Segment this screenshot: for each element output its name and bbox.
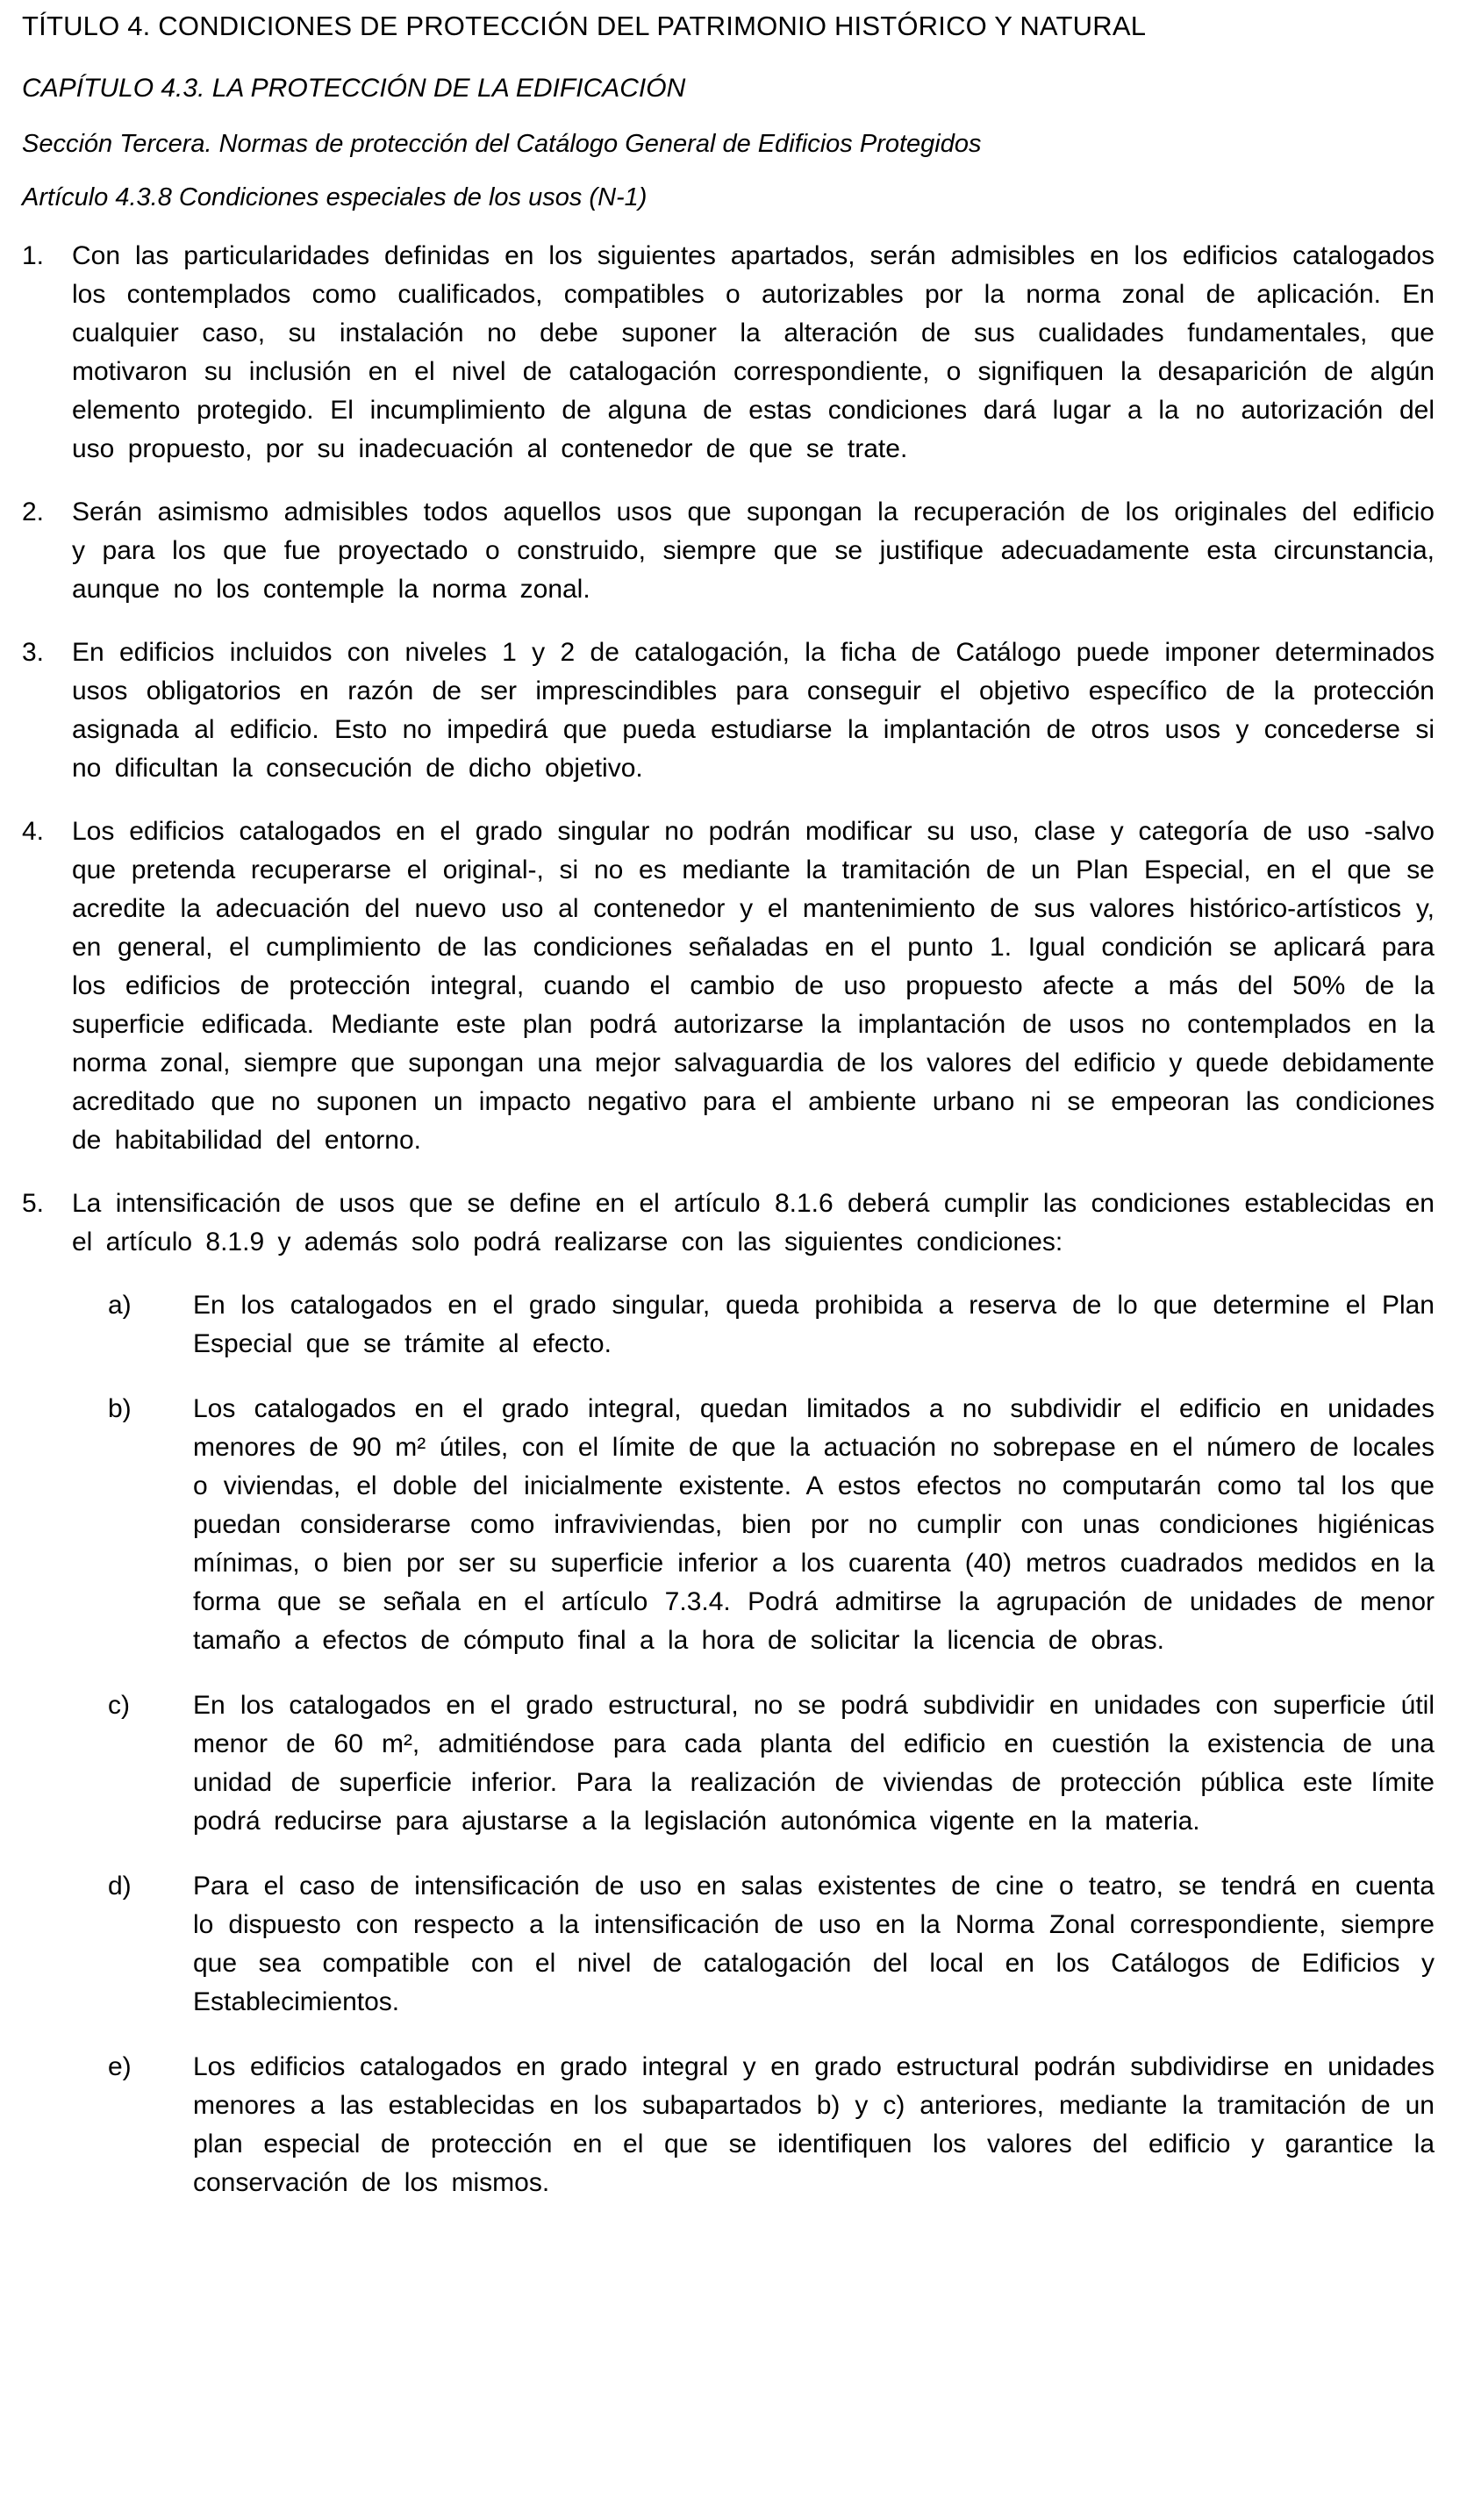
numbered-item — [22, 634, 1435, 788]
lettered-subitem — [22, 2048, 1435, 2202]
item-text: Serán asimismo admisibles todos aquellos usos que supongan la recuperación de los originales del edificio y para los que fue proyectado o construido, siempre que se justifique adecuadamente esta circunstancia, aunque no los contemple la norma zonal. — [72, 498, 1435, 604]
subitem-text: En los catalogados en el grado singular, queda prohibida a reserva de lo que determine el Plan Especial que se trámite al efecto. — [193, 1291, 1435, 1358]
lettered-subitem — [22, 1686, 1435, 1841]
lettered-subitem — [22, 1867, 1435, 2022]
subitem-letter: c) — [108, 1691, 130, 1720]
subitem-text: En los catalogados en el grado estructural, no se podrá subdividir en unidades con superficie útil menor de 60 m², admitiéndose para cada planta del edificio en cuestión la existencia de una unidad de superficie inferior. Para la realización de viviendas de protección pública este límite podrá reducirse para ajustarse a la legislación autonómica vigente en la materia. — [193, 1691, 1435, 1836]
subitem-text: Los catalogados en el grado integral, quedan limitados a no subdividir el edificio en unidades menores de 90 m² útiles, con el límite de que la actuación no sobrepase en el número de locales o viviendas, el doble del inicialmente existente. A estos efectos no computarán como tal los que puedan considerarse como infraviviendas, bien por no cumplir con unas condiciones higiénicas mínimas, o bien por ser su superficie inferior a los cuarenta (40) metros cuadrados medidos en la forma que se señala en el artículo 7.3.4. Podrá admitirse la agrupación de unidades de menor tamaño a efectos de cómputo final a la hora de solicitar la licencia de obras. — [193, 1394, 1435, 1655]
numbered-item — [22, 493, 1435, 609]
subitem-letter: b) — [108, 1394, 132, 1423]
item-number: 2. — [22, 498, 45, 526]
item-number: 3. — [22, 638, 45, 667]
item-number: 4. — [22, 817, 45, 846]
subitem-letter: e) — [108, 2052, 132, 2081]
document-title: TÍTULO 4. CONDICIONES DE PROTECCIÓN DEL PATRIMONIO HISTÓRICO Y NATURAL — [22, 11, 1147, 41]
item-text: Con las particularidades definidas en los siguientes apartados, serán admisibles en los edificios catalogados los contemplados como cualificados, compatibles o autorizables por la norma zonal de aplicación. En cualquier caso, su instalación no debe suponer la alteración de sus cualidades fundamentales, que motivaron su inclusión en el nivel de catalogación correspondiente, o signifiquen la desaparición de algún elemento protegido. El incumplimiento de alguna de estas condiciones dará lugar a la no autorización del uso propuesto, por su inadecuación al contenedor de que se trate. — [72, 241, 1435, 463]
subitem-letter: d) — [108, 1872, 132, 1901]
item-number: 5. — [22, 1189, 45, 1218]
subitem-text: Los edificios catalogados en grado integral y en grado estructural podrán subdividirse en unidades menores a las establecidas en los subapartados b) y c) anteriores, mediante la tramitación de un plan especial de protección en el que se identifiquen los valores del edificio y garantice la conservación de los mismos. — [193, 2052, 1435, 2197]
subitem-text: Para el caso de intensificación de uso en salas existentes de cine o teatro, se tendrá en cuenta lo dispuesto con respecto a la intensificación de uso en la Norma Zonal correspondiente, siempre que sea compatible con el nivel de catalogación del local en los Catálogos de Edificios y Establecimientos. — [193, 1872, 1435, 2016]
numbered-item — [22, 237, 1435, 469]
numbered-item — [22, 813, 1435, 1160]
lettered-subitem — [22, 1390, 1435, 1660]
chapter-heading: CAPÍTULO 4.3. LA PROTECCIÓN DE LA EDIFICACIÓN — [22, 74, 686, 103]
numbered-item — [22, 1185, 1435, 1262]
article-heading: Artículo 4.3.8 Condiciones especiales de los usos (N-1) — [22, 183, 648, 211]
subitem-letter: a) — [108, 1291, 132, 1320]
item-text: La intensificación de usos que se define en el artículo 8.1.6 deberá cumplir las condiciones establecidas en el artículo 8.1.9 y además solo podrá realizarse con las siguientes condiciones: — [72, 1189, 1435, 1256]
item-text: Los edificios catalogados en el grado singular no podrán modificar su uso, clase y categoría de uso -salvo que pretenda recuperarse el original-, si no es mediante la tramitación de un Plan Especial, en el que se acredite la adecuación del nuevo uso al contenedor y el mantenimiento de sus valores histórico-artísticos y, en general, el cumplimiento de las condiciones señaladas en el punto 1. Igual condición se aplicará para los edificios de protección integral, cuando el cambio de uso propuesto afecte a más del 50% de la superficie edificada. Mediante este plan podrá autorizarse la implantación de usos no contemplados en la norma zonal, siempre que supongan una mejor salvaguardia de los valores del edificio y quede debidamente acreditado que no suponen un impacto negativo para el ambiente urbano ni se empeoran las condiciones de habitabilidad del entorno. — [72, 817, 1435, 1155]
lettered-subitem — [22, 1286, 1435, 1364]
item-text: En edificios incluidos con niveles 1 y 2 de catalogación, la ficha de Catálogo puede imponer determinados usos obligatorios en razón de ser imprescindibles para conseguir el objetivo específico de la protección asignada al edificio. Esto no impedirá que pueda estudiarse la implantación de otros usos y concederse si no dificultan la consecución de dicho objetivo. — [72, 638, 1435, 783]
section-heading: Sección Tercera. Normas de protección del Catálogo General de Edificios Protegidos — [22, 130, 982, 158]
item-number: 1. — [22, 241, 45, 270]
